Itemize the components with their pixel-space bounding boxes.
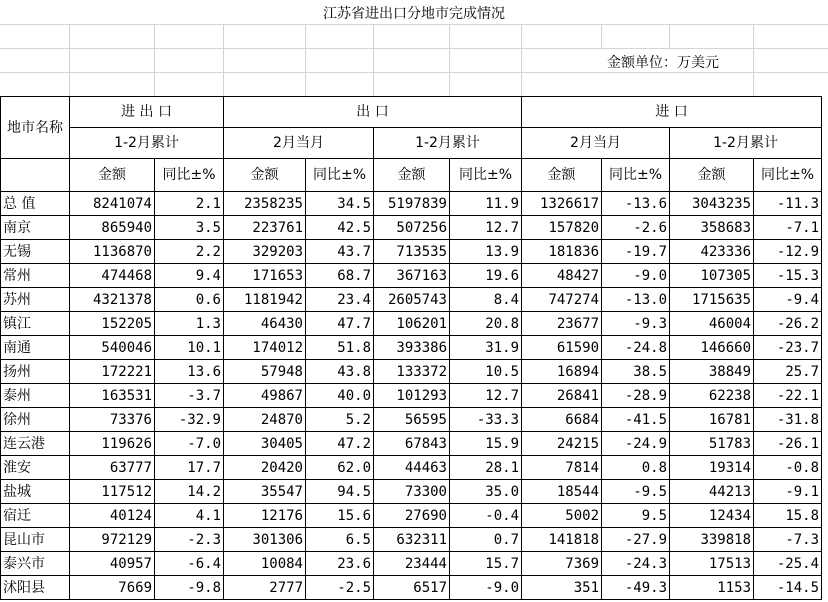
amount-cell: 6684 [522,408,602,432]
amount-cell: 101293 [374,384,450,408]
yoy-cell: -41.5 [602,408,670,432]
amount-cell: 174012 [224,336,306,360]
table-row [1,552,822,576]
amount-cell: 1153 [670,576,754,600]
unit-label: 金额单位：万美元 [607,55,719,71]
yoy-cell: 13.6 [155,360,224,384]
amount-cell: 46004 [670,312,754,336]
amount-cell: 17513 [670,552,754,576]
amount-header: 金额 [70,159,155,192]
yoy-cell: 43.8 [306,360,374,384]
amount-cell: 117512 [70,480,155,504]
amount-cell: 40957 [70,552,155,576]
amount-cell: 2358235 [224,192,306,216]
amount-cell: 172221 [70,360,155,384]
yoy-cell: -32.9 [155,408,224,432]
yoy-cell: 12.7 [450,384,522,408]
group-total-trade: 进 出 口 [70,97,224,128]
amount-cell: 57948 [224,360,306,384]
table-row [1,576,822,600]
amount-cell: 152205 [70,312,155,336]
yoy-cell: 12.7 [450,216,522,240]
amount-cell: 747274 [522,288,602,312]
amount-cell: 1181942 [224,288,306,312]
yoy-cell: 1.3 [155,312,224,336]
yoy-cell: -6.4 [155,552,224,576]
yoy-cell: 3.5 [155,216,224,240]
table-row [1,192,822,216]
amount-cell: 358683 [670,216,754,240]
amount-cell: 2777 [224,576,306,600]
city-name-cell: 连云港 [1,432,70,456]
yoy-header: 同比±% [602,159,670,192]
city-name-cell: 泰州 [1,384,70,408]
table-row [1,264,822,288]
yoy-cell: 0.8 [602,456,670,480]
amount-cell: 20420 [224,456,306,480]
yoy-cell: 43.7 [306,240,374,264]
amount-cell: 16781 [670,408,754,432]
amount-cell: 10084 [224,552,306,576]
city-name-cell: 镇江 [1,312,70,336]
amount-cell: 38849 [670,360,754,384]
amount-cell: 73376 [70,408,155,432]
table-row [1,528,822,552]
amount-cell: 35547 [224,480,306,504]
amount-cell: 393386 [374,336,450,360]
amount-cell: 351 [522,576,602,600]
yoy-header: 同比±% [306,159,374,192]
yoy-cell: 8.4 [450,288,522,312]
group-export: 出 口 [224,97,522,128]
yoy-cell: -26.2 [754,312,822,336]
amount-cell: 181836 [522,240,602,264]
yoy-cell: -24.8 [602,336,670,360]
city-name-cell: 无锡 [1,240,70,264]
yoy-cell: 20.8 [450,312,522,336]
yoy-cell: -23.7 [754,336,822,360]
amount-cell: 26841 [522,384,602,408]
table-row [1,216,822,240]
yoy-cell: 15.6 [306,504,374,528]
group-import: 进 口 [522,97,822,128]
amount-cell: 7369 [522,552,602,576]
period-header: 2月当月 [224,128,374,159]
yoy-cell: 28.1 [450,456,522,480]
amount-cell: 133372 [374,360,450,384]
yoy-cell: 47.7 [306,312,374,336]
table-row [1,408,822,432]
yoy-cell: 9.5 [602,504,670,528]
amount-cell: 19314 [670,456,754,480]
amount-cell: 62238 [670,384,754,408]
amount-cell: 24215 [522,432,602,456]
amount-cell: 49867 [224,384,306,408]
amount-cell: 540046 [70,336,155,360]
amount-cell: 73300 [374,480,450,504]
period-header: 2月当月 [522,128,670,159]
amount-cell: 1715635 [670,288,754,312]
table-row [1,288,822,312]
amount-cell: 48427 [522,264,602,288]
amount-cell: 2605743 [374,288,450,312]
amount-cell: 27690 [374,504,450,528]
table-row [1,456,822,480]
yoy-cell: 68.7 [306,264,374,288]
yoy-cell: -9.1 [754,480,822,504]
period-header: 1-2月累计 [670,128,822,159]
yoy-cell: 62.0 [306,456,374,480]
city-name-cell: 泰兴市 [1,552,70,576]
yoy-cell: -7.1 [754,216,822,240]
amount-cell: 7814 [522,456,602,480]
amount-cell: 1326617 [522,192,602,216]
amount-cell: 56595 [374,408,450,432]
yoy-cell: 40.0 [306,384,374,408]
header-row-groups [1,97,822,128]
yoy-cell: -9.0 [450,576,522,600]
city-name-cell: 沭阳县 [1,576,70,600]
yoy-cell: 5.2 [306,408,374,432]
yoy-cell: 9.4 [155,264,224,288]
yoy-cell: -27.9 [602,528,670,552]
yoy-cell: -2.3 [155,528,224,552]
city-name-cell: 常州 [1,264,70,288]
amount-cell: 24870 [224,408,306,432]
yoy-cell: 13.9 [450,240,522,264]
yoy-cell: 11.9 [450,192,522,216]
yoy-cell: 19.6 [450,264,522,288]
yoy-cell: -9.0 [602,264,670,288]
yoy-cell: -15.3 [754,264,822,288]
amount-cell: 713535 [374,240,450,264]
amount-cell: 12176 [224,504,306,528]
yoy-cell: -13.0 [602,288,670,312]
amount-header: 金额 [522,159,602,192]
table-row [1,480,822,504]
yoy-cell: -13.6 [602,192,670,216]
yoy-cell: -9.4 [754,288,822,312]
yoy-cell: 0.6 [155,288,224,312]
yoy-cell: -31.8 [754,408,822,432]
yoy-cell: 38.5 [602,360,670,384]
amount-cell: 51783 [670,432,754,456]
amount-header: 金额 [374,159,450,192]
amount-header: 金额 [670,159,754,192]
city-name-cell: 扬州 [1,360,70,384]
table-row [1,336,822,360]
amount-cell: 6517 [374,576,450,600]
table-row [1,504,822,528]
yoy-header: 同比±% [450,159,522,192]
yoy-cell: 35.0 [450,480,522,504]
city-name-cell: 宿迁 [1,504,70,528]
amount-cell: 30405 [224,432,306,456]
yoy-cell: 6.5 [306,528,374,552]
amount-cell: 223761 [224,216,306,240]
amount-cell: 12434 [670,504,754,528]
yoy-cell: 17.7 [155,456,224,480]
yoy-cell: 42.5 [306,216,374,240]
amount-cell: 474468 [70,264,155,288]
period-header: 1-2月累计 [374,128,522,159]
amount-cell: 632311 [374,528,450,552]
amount-cell: 3043235 [670,192,754,216]
yoy-cell: -24.9 [602,432,670,456]
city-name-cell: 总 值 [1,192,70,216]
yoy-cell: -9.5 [602,480,670,504]
amount-cell: 61590 [522,336,602,360]
yoy-cell: -22.1 [754,384,822,408]
amount-cell: 7669 [70,576,155,600]
yoy-cell: -19.7 [602,240,670,264]
yoy-cell: -7.3 [754,528,822,552]
yoy-cell: 23.4 [306,288,374,312]
city-name-cell: 南通 [1,336,70,360]
amount-cell: 5002 [522,504,602,528]
yoy-cell: -0.4 [450,504,522,528]
yoy-header: 同比±% [754,159,822,192]
amount-cell: 1136870 [70,240,155,264]
table-row [1,240,822,264]
yoy-cell: -26.1 [754,432,822,456]
amount-cell: 23677 [522,312,602,336]
yoy-cell: -7.0 [155,432,224,456]
amount-header: 金额 [224,159,306,192]
header-row-measures [1,159,822,192]
amount-cell: 40124 [70,504,155,528]
yoy-cell: 15.7 [450,552,522,576]
yoy-cell: -49.3 [602,576,670,600]
amount-cell: 146660 [670,336,754,360]
yoy-cell: 14.2 [155,480,224,504]
yoy-cell: -0.8 [754,456,822,480]
amount-cell: 301306 [224,528,306,552]
city-name-cell: 徐州 [1,408,70,432]
yoy-cell: -28.9 [602,384,670,408]
yoy-cell: -11.3 [754,192,822,216]
amount-cell: 44463 [374,456,450,480]
amount-cell: 63777 [70,456,155,480]
amount-cell: 8241074 [70,192,155,216]
amount-cell: 367163 [374,264,450,288]
amount-cell: 141818 [522,528,602,552]
header-row-periods [1,128,822,159]
amount-cell: 16894 [522,360,602,384]
yoy-cell: 2.1 [155,192,224,216]
yoy-cell: 0.7 [450,528,522,552]
yoy-cell: 51.8 [306,336,374,360]
table-row [1,384,822,408]
table-row [1,360,822,384]
amount-cell: 972129 [70,528,155,552]
amount-cell: 865940 [70,216,155,240]
yoy-cell: -12.9 [754,240,822,264]
period-header: 1-2月累计 [70,128,224,159]
amount-cell: 4321378 [70,288,155,312]
table-row [1,312,822,336]
yoy-cell: -33.3 [450,408,522,432]
amount-cell: 44213 [670,480,754,504]
amount-cell: 119626 [70,432,155,456]
amount-cell: 107305 [670,264,754,288]
amount-cell: 67843 [374,432,450,456]
city-name-cell: 南京 [1,216,70,240]
yoy-cell: -9.8 [155,576,224,600]
yoy-cell: -3.7 [155,384,224,408]
page-title: 江苏省进出口分地市完成情况 [323,6,505,22]
amount-cell: 171653 [224,264,306,288]
city-name-cell: 苏州 [1,288,70,312]
amount-cell: 157820 [522,216,602,240]
yoy-header: 同比±% [155,159,224,192]
amount-cell: 106201 [374,312,450,336]
amount-cell: 329203 [224,240,306,264]
yoy-cell: -9.3 [602,312,670,336]
amount-cell: 507256 [374,216,450,240]
yoy-cell: -2.5 [306,576,374,600]
yoy-cell: -2.6 [602,216,670,240]
city-column-header: 地市名称 [1,97,70,159]
yoy-cell: 25.7 [754,360,822,384]
yoy-cell: -25.4 [754,552,822,576]
yoy-cell: -14.5 [754,576,822,600]
yoy-cell: 2.2 [155,240,224,264]
amount-cell: 5197839 [374,192,450,216]
yoy-cell: 10.1 [155,336,224,360]
city-name-cell: 盐城 [1,480,70,504]
amount-cell: 423336 [670,240,754,264]
yoy-cell: -24.3 [602,552,670,576]
amount-cell: 339818 [670,528,754,552]
amount-cell: 18544 [522,480,602,504]
city-name-cell: 昆山市 [1,528,70,552]
yoy-cell: 31.9 [450,336,522,360]
yoy-cell: 4.1 [155,504,224,528]
city-name-cell: 淮安 [1,456,70,480]
yoy-cell: 94.5 [306,480,374,504]
yoy-cell: 47.2 [306,432,374,456]
empty-header-cell [1,159,70,192]
yoy-cell: 15.9 [450,432,522,456]
yoy-cell: 34.5 [306,192,374,216]
table-row [1,432,822,456]
amount-cell: 163531 [70,384,155,408]
amount-cell: 46430 [224,312,306,336]
yoy-cell: 23.6 [306,552,374,576]
yoy-cell: 10.5 [450,360,522,384]
yoy-cell: 15.8 [754,504,822,528]
amount-cell: 23444 [374,552,450,576]
trade-table [0,96,822,600]
